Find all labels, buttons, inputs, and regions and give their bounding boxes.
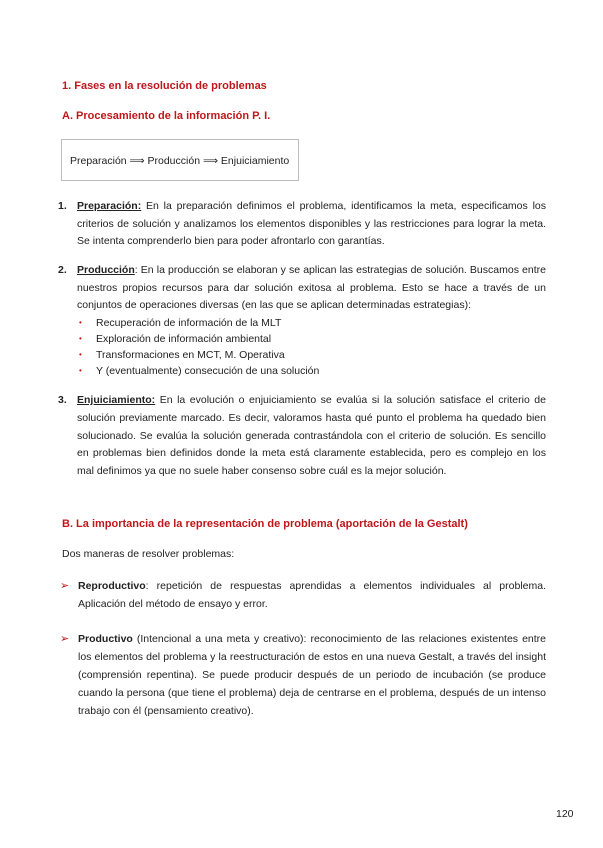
intro-text: Dos maneras de resolver problemas: (62, 548, 235, 560)
term-produccion: Producción (77, 264, 135, 276)
item-text: En la evolución o enjuiciamiento se evalúa si la solución satisface el criterio de solución previamente marcado. Es decir, valoramos hasta qué punto el problema ha quedado bien solucionado. Se evalúa la solución generada contrastándola con el criterio de solución. Es sencillo en problemas bien definidos donde la meta está claramente establecida, pero es complejo en los mal definimos ya que no suele haber consenso sobre cuál es la mejor solución. (77, 394, 546, 478)
operations-list (77, 315, 546, 379)
bullet-text: Transformaciones en MCT, M. Operativa (96, 348, 285, 361)
list-item-reproductivo (60, 577, 546, 613)
list-item (77, 363, 546, 379)
item-text: : En la producción se elaboran y se aplican las estrategias de solución. Buscamos entre nuestros propios recursos para dar solución exitosa al problema. Esto se hace a través de un conjuntos de operaciones diversas (en las que se aplican determinadas estrategias): (77, 264, 546, 311)
term-reproductivo: Reproductivo (78, 580, 146, 592)
bullet-text: Y (eventualmente) consecución de una solución (96, 364, 320, 377)
bullet-text: Exploración de información ambiental (96, 332, 272, 345)
bullet-icon: • (79, 333, 82, 343)
list-item-enjuiciamiento (58, 392, 546, 481)
term-enjuiciamiento: Enjuiciamiento: (77, 394, 156, 406)
arrow-bullet-icon: ➢ (60, 633, 70, 645)
arrow-bullet-icon: ➢ (60, 580, 70, 592)
item-text: : repetición de respuestas aprendidas a elementos individuales al problema. Aplicación del método de ensayo y error. (78, 580, 546, 610)
subheading-gestalt: B. La importancia de la representación de problema (aportación de la Gestalt) (62, 518, 468, 530)
term-preparacion: Preparación: (77, 200, 142, 212)
item-number: 1. (58, 200, 67, 212)
item-number: 3. (58, 394, 67, 406)
phases-flow-text: Preparación ⟹ Producción ⟹ Enjuiciamiento (70, 155, 290, 167)
list-item (77, 315, 546, 331)
phases-flow-box (61, 139, 299, 181)
bullet-icon: • (79, 349, 82, 359)
list-item (77, 347, 546, 363)
term-productivo: Productivo (78, 633, 133, 645)
item-number: 2. (58, 264, 67, 276)
bullet-text: Recuperación de información de la MLT (96, 316, 282, 329)
list-item-preparacion (58, 198, 546, 251)
list-item-produccion (58, 262, 546, 379)
page-number: 120 (556, 808, 574, 820)
list-item (77, 331, 546, 347)
item-text: En la preparación definimos el problema, identificamos la meta, especificamos los criterios de solución y analizamos los elementos disponibles y las restricciones para lograr la meta. Se intenta comprenderlo bien para poder afrontarlo con garantías. (77, 200, 546, 247)
subheading-procesamiento: A. Procesamiento de la información P. I. (62, 110, 271, 122)
bullet-icon: • (79, 365, 82, 375)
section-heading-fases: 1. Fases en la resolución de problemas (62, 80, 267, 92)
item-text: (Intencional a una meta y creativo): reconocimiento de las relaciones existentes entre los elementos del problema y la reestructuración de estos en una nueva Gestalt, a través del insight (comprensión repentina). Se puede producir después de un periodo de incubación (se produce cuando la persona (que tiene el problema) deja de centrarse en el problema, después de un intenso trabajo con él (pensamiento creativo). (78, 633, 546, 717)
bullet-icon: • (79, 317, 82, 327)
list-item-productivo (60, 630, 546, 720)
